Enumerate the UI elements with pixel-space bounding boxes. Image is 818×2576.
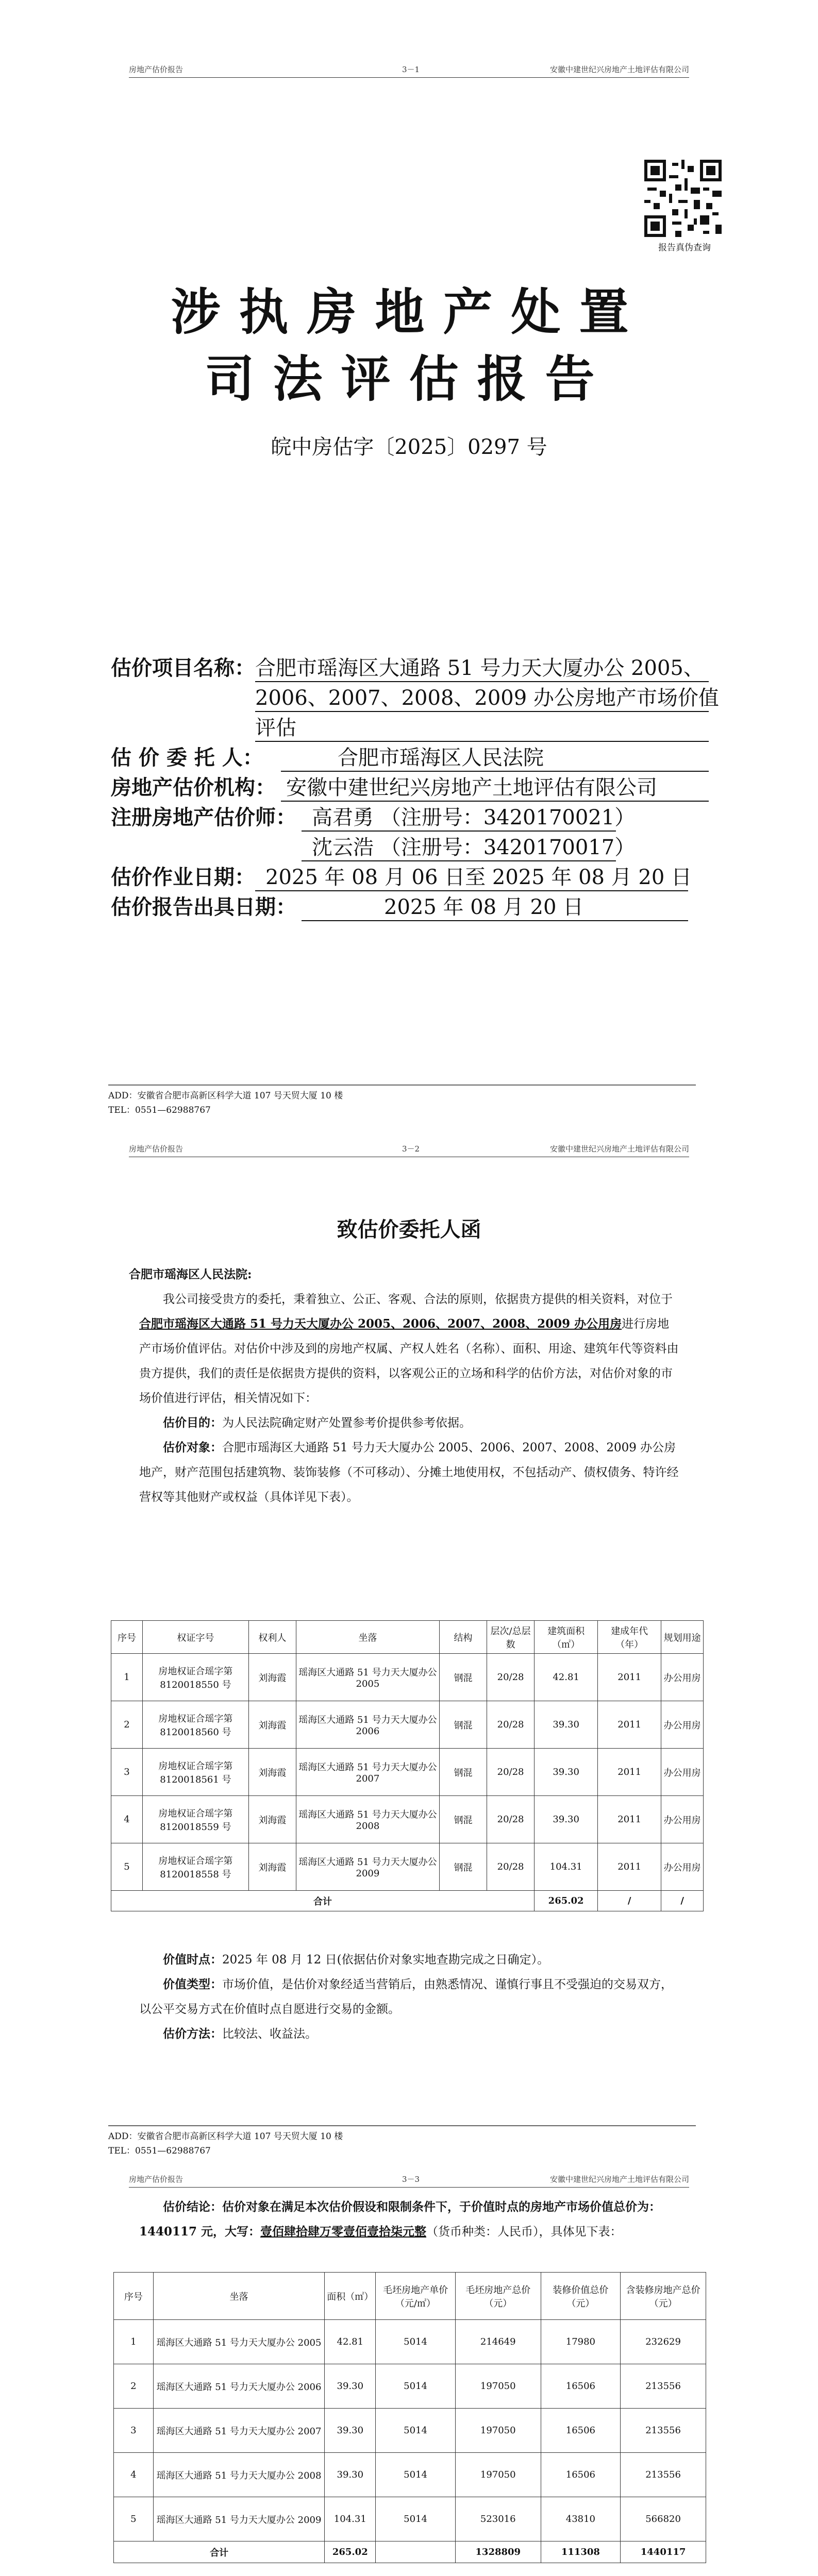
- org-name: 安徽中建世纪兴房地产土地评估有限公司: [286, 776, 657, 800]
- document-number: 皖中房估字〔2025〕0297 号: [271, 435, 547, 459]
- header-page-no: 3－2: [402, 1144, 420, 1154]
- cell: 刘海霞: [248, 1654, 296, 1701]
- cell: 房地权证合瑶字第 8120018558 号: [143, 1843, 249, 1891]
- col-header: 毛坯房地产总价（元）: [455, 2273, 541, 2320]
- col-header: 序号: [114, 2273, 154, 2320]
- table-row: [114, 2497, 706, 2541]
- cell: 20/28: [487, 1843, 535, 1891]
- letter-page: [0, 1136, 818, 2166]
- cell: 刘海霞: [248, 1749, 296, 1796]
- page-footer: [108, 2125, 696, 2158]
- cell: 20/28: [487, 1654, 535, 1701]
- total-decoration-value: 111308: [541, 2541, 621, 2563]
- value-time-text: 2025 年 08 月 12 日(依据估价对象实地查勘完成之日确定）。: [222, 1953, 549, 1967]
- value-time-label: 价值时点：: [163, 1953, 222, 1967]
- cell: 213556: [621, 2409, 706, 2453]
- cell: 瑶海区大通路 51 号力天大厦办公 2008: [153, 2453, 325, 2497]
- issue-date: 2025 年 08 月 20 日: [384, 895, 584, 919]
- cell: 104.31: [325, 2497, 376, 2541]
- letter-body-2: [139, 1947, 680, 2046]
- cell: 20/28: [487, 1701, 535, 1749]
- header-company: 安徽中建世纪兴房地产土地评估有限公司: [549, 1144, 689, 1154]
- cell: 2011: [598, 1843, 661, 1891]
- cell: 3: [114, 2409, 154, 2453]
- col-header: 权证字号: [143, 1621, 249, 1654]
- cell: 5: [111, 1843, 143, 1891]
- cell: 办公用房: [661, 1796, 704, 1843]
- cell: 213556: [621, 2364, 706, 2409]
- cell: 钢混: [440, 1701, 487, 1749]
- cell: 197050: [455, 2409, 541, 2453]
- value-type-label: 价值类型：: [163, 1977, 222, 1991]
- cell: 4: [111, 1796, 143, 1843]
- cell: 566820: [621, 2497, 706, 2541]
- footer-address: ADD：安徽省合肥市高新区科学大道 107 号天贸大厦 10 楼: [108, 2131, 343, 2142]
- header-left: 房地产估价报告: [129, 1144, 183, 1154]
- cell: 钢混: [440, 1843, 487, 1891]
- footer-tel: TEL：0551—62988767: [108, 1105, 211, 1115]
- project-value-line1: 合肥市瑶海区大通路 51 号力天大厦办公 2005、: [255, 653, 709, 682]
- cell: 197050: [455, 2453, 541, 2497]
- cell: 39.30: [535, 1701, 598, 1749]
- col-header: 序号: [111, 1621, 143, 1654]
- cell: 刘海霞: [248, 1701, 296, 1749]
- cell: 20/28: [487, 1749, 535, 1796]
- cell: 20/28: [487, 1796, 535, 1843]
- project-value-line2: 2006、2007、2008、2009 办公房地产市场价值: [255, 683, 709, 712]
- appraiser-1: 高君勇 （注册号：3420170021）: [312, 806, 636, 829]
- col-header: 规划用途: [661, 1621, 704, 1654]
- cell: 2011: [598, 1749, 661, 1796]
- purpose-text: 为人民法院确定财产处置参考价提供参考依据。: [222, 1416, 471, 1430]
- col-header: 坐落: [153, 2273, 325, 2320]
- conclusion-upper-label: ，大写：: [213, 2225, 261, 2239]
- cell: 房地权证合瑶字第 8120018550 号: [143, 1654, 249, 1701]
- cell: 房地权证合瑶字第 8120018560 号: [143, 1701, 249, 1749]
- salutation: 合肥市瑶海区人民法院:: [129, 1267, 252, 1281]
- method-text: 比较法、收益法。: [222, 2027, 317, 2041]
- cell: 5: [114, 2497, 154, 2541]
- total-all-value: 1440117: [621, 2541, 706, 2563]
- method-label: 估价方法：: [163, 2027, 222, 2041]
- cell: 39.30: [535, 1796, 598, 1843]
- table-row: [111, 1796, 704, 1843]
- project-value-line3: 评估: [255, 713, 709, 742]
- cell: 39.30: [535, 1749, 598, 1796]
- cell: 瑶海区大通路 51 号力天大厦办公 2006: [296, 1701, 439, 1749]
- value-time-paragraph: [139, 1947, 680, 1972]
- cell: 16506: [541, 2409, 621, 2453]
- col-header: 层次/总层数: [487, 1621, 535, 1654]
- cell: 213556: [621, 2453, 706, 2497]
- cell: 5014: [376, 2453, 456, 2497]
- footer-tel: TEL：0551—62988767: [108, 2146, 211, 2156]
- purpose-label: 估价目的：: [163, 1416, 222, 1430]
- object-paragraph: [139, 1435, 680, 1510]
- cell: 办公用房: [661, 1654, 704, 1701]
- cell: 2011: [598, 1701, 661, 1749]
- cell: 523016: [455, 2497, 541, 2541]
- total-area: 265.02: [535, 1891, 598, 1911]
- cell: 16506: [541, 2453, 621, 2497]
- cell: 办公用房: [661, 1701, 704, 1749]
- cell: 钢混: [440, 1796, 487, 1843]
- table-row: [111, 1749, 704, 1796]
- valuation-table: [113, 2272, 706, 2563]
- header-company: 安徽中建世纪兴房地产土地评估有限公司: [549, 2175, 689, 2184]
- col-header: 装修价值总价（元）: [541, 2273, 621, 2320]
- col-header: 面积（㎡）: [325, 2273, 376, 2320]
- appraiser-value-1: [302, 803, 636, 832]
- org-value: [281, 773, 709, 802]
- org-label: 房地产估价机构：: [111, 775, 276, 800]
- client-name: 合肥市瑶海区人民法院: [338, 746, 544, 770]
- conclusion-lead: 估价结论：估价对象在满足本次估价假设和限制条件下，于价值时点的房地产市场价值总价为：: [163, 2200, 661, 2214]
- client-value: [281, 743, 709, 772]
- report-info-block: [111, 653, 719, 922]
- method-paragraph: [139, 2022, 680, 2046]
- col-header: 建筑面积（㎡）: [535, 1621, 598, 1654]
- header-left: 房地产估价报告: [129, 65, 183, 74]
- cell: 197050: [455, 2364, 541, 2409]
- header-left: 房地产估价报告: [129, 2175, 183, 2184]
- cell: 4: [114, 2453, 154, 2497]
- cell: 办公用房: [661, 1843, 704, 1891]
- page-header: [129, 2166, 689, 2188]
- cell: /: [661, 1891, 704, 1911]
- total-label: 合计: [114, 2541, 325, 2563]
- table-row: [114, 2364, 706, 2409]
- purpose-paragraph: [139, 1411, 680, 1435]
- cell: 瑶海区大通路 51 号力天大厦办公 2005: [296, 1654, 439, 1701]
- cell: 39.30: [325, 2453, 376, 2497]
- table-total-row: [111, 1891, 704, 1911]
- cell: 5014: [376, 2364, 456, 2409]
- col-header: 权利人: [248, 1621, 296, 1654]
- cell: 瑶海区大通路 51 号力天大厦办公 2008: [296, 1796, 439, 1843]
- table-row: [114, 2409, 706, 2453]
- total-value: 1440117 元: [139, 2225, 213, 2239]
- page-header: [129, 57, 689, 78]
- cell: 39.30: [325, 2409, 376, 2453]
- col-header: 建成年代（年）: [598, 1621, 661, 1654]
- cell: 瑶海区大通路 51 号力天大厦办公 2005: [153, 2320, 325, 2364]
- cell: 104.31: [535, 1843, 598, 1891]
- value-type-text: 市场价值，是估价对象经适当营销后，由熟悉情况、谨慎行事且不受强迫的交易双方，以公平交易方式在价值时点自愿进行交易的金额。: [139, 1978, 673, 2016]
- col-header: 结构: [440, 1621, 487, 1654]
- cell: 2: [111, 1701, 143, 1749]
- cell: 钢混: [440, 1654, 487, 1701]
- table-row: [114, 2453, 706, 2497]
- cell: 39.30: [325, 2364, 376, 2409]
- col-header: 毛坯房地产单价（元/㎡）: [376, 2273, 456, 2320]
- cover-page: [0, 0, 818, 1136]
- cell: 瑶海区大通路 51 号力天大厦办公 2009: [153, 2497, 325, 2541]
- cell: [376, 2541, 456, 2563]
- cell: 刘海霞: [248, 1843, 296, 1891]
- conclusion-paragraph: [139, 2195, 680, 2244]
- cell: 214649: [455, 2320, 541, 2364]
- appraiser-2: 沈云浩 （注册号：3420170017）: [312, 836, 636, 859]
- work-date-label: 估价作业日期：: [111, 865, 255, 889]
- issue-date-value: [302, 892, 688, 921]
- total-area: 265.02: [325, 2541, 376, 2563]
- table-total-row: [114, 2541, 706, 2563]
- header-company: 安徽中建世纪兴房地产土地评估有限公司: [549, 65, 689, 74]
- col-header: 坐落: [296, 1621, 439, 1654]
- cell: 1: [114, 2320, 154, 2364]
- total-value-chinese: 壹佰肆拾肆万零壹佰壹拾柒元整: [260, 2225, 427, 2239]
- intro-text-c: 进行房地产市场价值评估。对估价中涉及到的房地产权属、产权人姓名（名称）、面积、用途、建筑年代等资料由贵方提供，我们的责任是依据贵方提供的资料，以客观公正的立场和科学的估价方法，对估价对象的市场价值进行评估，相关情况如下：: [139, 1317, 679, 1405]
- conclusion-tail: （货币种类：人民币），具体见下表：: [426, 2225, 622, 2239]
- cell: 2: [114, 2364, 154, 2409]
- intro-paragraph: [139, 1287, 680, 1411]
- cell: 5014: [376, 2497, 456, 2541]
- cell: 5014: [376, 2320, 456, 2364]
- cell: 瑶海区大通路 51 号力天大厦办公 2009: [296, 1843, 439, 1891]
- intro-text-a: 我公司接受贵方的委托，秉着独立、公正、客观、合法的原则，依据贵方提供的相关资料，对位于: [163, 1293, 673, 1306]
- object-text: 合肥市瑶海区大通路 51 号力天大厦办公 2005、2006、2007、2008、2009 办公房地产，财产范围包括建筑物、装饰装修（不可移动）、分摊土地使用权，不包括动产、债权债务、特许经营权等其他财产或权益（具体详见下表）。: [139, 1441, 679, 1504]
- cell: 房地权证合瑶字第 8120018561 号: [143, 1749, 249, 1796]
- appraiser-label: 注册房地产估价师：: [111, 805, 296, 829]
- cell: 16506: [541, 2364, 621, 2409]
- cell: 42.81: [535, 1654, 598, 1701]
- client-label: 估 价 委 托 人：: [111, 745, 263, 770]
- cell: 房地权证合瑶字第 8120018559 号: [143, 1796, 249, 1843]
- valuation-table-header: [114, 2273, 706, 2320]
- page-header: [129, 1136, 689, 1157]
- property-table: [111, 1620, 704, 1911]
- letter-body: [129, 1262, 680, 1510]
- table-row: [111, 1654, 704, 1701]
- intro-subject: 合肥市瑶海区大通路 51 号力天大厦办公 2005、2006、2007、2008、2009 办公用房: [139, 1317, 622, 1331]
- header-page-no: 3－3: [402, 2175, 420, 2184]
- cell: 42.81: [325, 2320, 376, 2364]
- cell: 钢混: [440, 1749, 487, 1796]
- letter-title: 致估价委托人函: [337, 1217, 481, 1242]
- total-bare-value: 1328809: [455, 2541, 541, 2563]
- table-row: [114, 2320, 706, 2364]
- total-label: 合计: [111, 1891, 535, 1911]
- cell: 43810: [541, 2497, 621, 2541]
- qr-code-icon[interactable]: [644, 160, 722, 237]
- issue-date-label: 估价报告出具日期：: [111, 895, 296, 919]
- cell: 瑶海区大通路 51 号力天大厦办公 2007: [153, 2409, 325, 2453]
- qr-caption: 报告真伪查询: [658, 243, 711, 253]
- work-date-value: [255, 862, 692, 891]
- project-label: 估价项目名称：: [111, 656, 255, 680]
- property-table-header: [111, 1621, 704, 1654]
- cell: 刘海霞: [248, 1796, 296, 1843]
- object-label: 估价对象：: [163, 1440, 222, 1454]
- value-type-paragraph: [139, 1972, 680, 2022]
- appraiser-value-2: [302, 833, 636, 861]
- col-header: 含装修房地产总价（元）: [621, 2273, 706, 2320]
- cell: 瑶海区大通路 51 号力天大厦办公 2006: [153, 2364, 325, 2409]
- table-row: [111, 1701, 704, 1749]
- cell: 2011: [598, 1654, 661, 1701]
- header-page-no: 3－1: [402, 65, 420, 74]
- page-footer: [108, 1084, 696, 1117]
- cell: 232629: [621, 2320, 706, 2364]
- cell: 办公用房: [661, 1749, 704, 1796]
- cell: 3: [111, 1749, 143, 1796]
- report-title-line1: 涉执房地产处置: [171, 283, 647, 341]
- table-row: [111, 1843, 704, 1891]
- work-date: 2025 年 08 月 06 日至 2025 年 08 月 20 日: [265, 866, 692, 889]
- cell: /: [598, 1891, 661, 1911]
- footer-address: ADD：安徽省合肥市高新区科学大道 107 号天贸大厦 10 楼: [108, 1091, 343, 1101]
- conclusion-page: [0, 2166, 818, 2576]
- cell: 17980: [541, 2320, 621, 2364]
- cell: 2011: [598, 1796, 661, 1843]
- report-title-line2: 司法评估报告: [205, 350, 613, 408]
- cell: 1: [111, 1654, 143, 1701]
- cell: 5014: [376, 2409, 456, 2453]
- cell: 瑶海区大通路 51 号力天大厦办公 2007: [296, 1749, 439, 1796]
